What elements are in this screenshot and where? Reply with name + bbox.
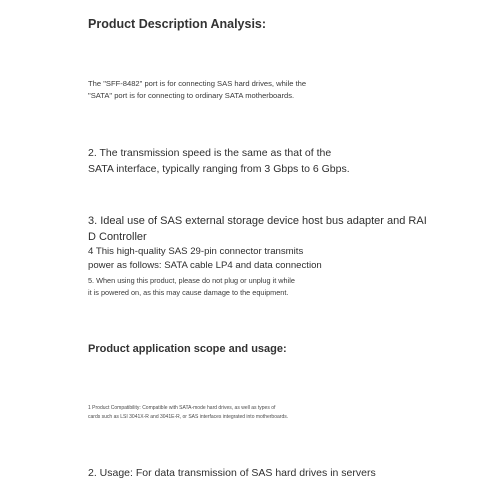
port-description-line: "SATA" port is for connecting to ordinary SATA motherboards.: [88, 91, 295, 100]
usage-point: 2. Usage: For data transmission of SAS hard drives in servers: [88, 467, 376, 479]
ideal-use-point: [88, 213, 427, 245]
scope-heading: Product application scope and usage:: [88, 343, 287, 355]
connector-line: 4 This high-quality SAS 29-pin connector transmits: [88, 246, 304, 257]
compatibility-line: 1 Product Compatibility: Compatible with SATA-mode hard drives, as well as types of: [88, 405, 276, 411]
page-title: Product Description Analysis:: [88, 17, 267, 31]
transmission-speed-point: [88, 145, 350, 177]
connector-line: power as follows: SATA cable LP4 and data connection: [88, 260, 322, 271]
transmission-speed-line: 2. The transmission speed is the same as that of the: [88, 147, 332, 159]
connector-point: [88, 245, 322, 273]
compatibility-line: cards such as LSI 3041X-R and 3041E-R, or SAS interfaces integrated into motherboards.: [88, 414, 289, 420]
ideal-use-line: 3. Ideal use of SAS external storage device host bus adapter and RAI: [88, 215, 427, 227]
warning-point: [88, 275, 295, 299]
transmission-speed-line: SATA interface, typically ranging from 3 Gbps to 6 Gbps.: [88, 163, 350, 175]
port-description-line: The "SFF-8482" port is for connecting SAS hard drives, while the: [88, 79, 307, 88]
port-description: [88, 78, 306, 102]
warning-line: 5. When using this product, please do not plug or unplug it while: [88, 276, 295, 285]
ideal-use-line: D Controller: [88, 231, 147, 243]
warning-line: it is powered on, as this may cause damage to the equipment.: [88, 288, 289, 297]
compatibility-note: [88, 404, 288, 422]
